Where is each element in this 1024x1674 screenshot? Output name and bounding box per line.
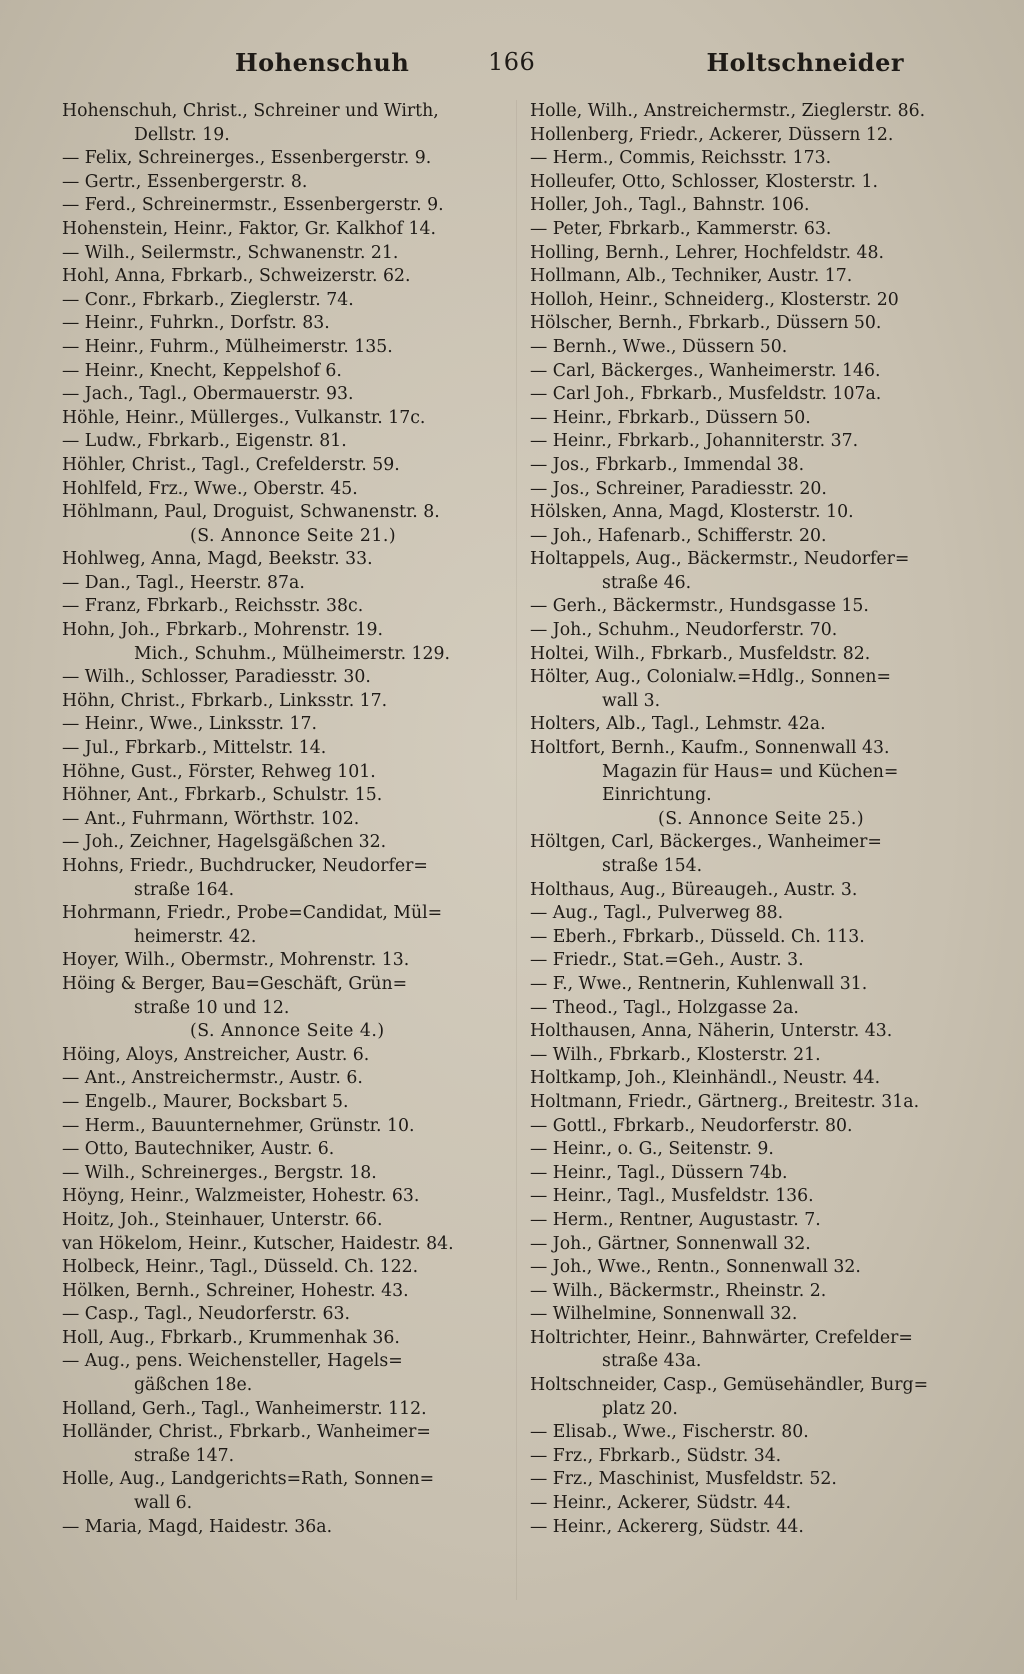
directory-entry: — Jach., Tagl., Obermauerstr. 93.: [62, 384, 354, 405]
directory-entry: Hohenschuh, Christ., Schreiner und Wirth,: [62, 101, 439, 121]
page-number: 166: [488, 48, 536, 76]
page-header: [60, 48, 964, 88]
directory-entry: — Wilhelmine, Sonnenwall 32.: [530, 1304, 798, 1325]
annonce-reference: (S. Annonce Seite 4.): [190, 1021, 385, 1042]
entry-continuation: straße 46.: [602, 572, 692, 593]
directory-entry: — Peter, Fbrkarb., Kammerstr. 63.: [530, 218, 832, 239]
entry-continuation: straße 10 und 12.: [134, 997, 290, 1018]
directory-entry: — Heinr., Ackerer, Südstr. 44.: [530, 1493, 791, 1514]
directory-entry: — F., Wwe., Rentnerin, Kuhlenwall 31.: [530, 973, 868, 994]
directory-entry: — Otto, Bautechniker, Austr. 6.: [62, 1139, 335, 1160]
header-right-keyword: Holtschneider: [706, 48, 904, 77]
entry-continuation: straße 154.: [602, 856, 703, 876]
directory-entry: Holthaus, Aug., Büreaugeh., Austr. 3.: [530, 879, 858, 900]
right-column: [530, 100, 970, 1539]
directory-entry: — Wilh., Schreinerges., Bergstr. 18.: [62, 1162, 377, 1183]
directory-entry: Höhlmann, Paul, Droguist, Schwanenstr. 8.: [62, 502, 440, 523]
entry-continuation: wall 3.: [602, 690, 661, 711]
directory-entry: — Herm., Bauunternehmer, Grünstr. 10.: [62, 1115, 415, 1136]
directory-entry: Holters, Alb., Tagl., Lehmstr. 42a.: [530, 714, 826, 735]
directory-entry: Holl, Aug., Fbrkarb., Krummenhak 36.: [62, 1327, 400, 1348]
directory-entry: — Herm., Rentner, Augustastr. 7.: [530, 1209, 821, 1230]
directory-entry: — Wilh., Fbrkarb., Klosterstr. 21.: [530, 1044, 821, 1065]
directory-entry: — Dan., Tagl., Heerstr. 87a.: [62, 572, 305, 593]
directory-entry: — Aug., Tagl., Pulverweg 88.: [530, 903, 784, 924]
header-left-keyword: Hohenschuh: [235, 48, 410, 77]
directory-entry: Hollmann, Alb., Techniker, Austr. 17.: [530, 266, 853, 287]
entry-continuation: gäßchen 18e.: [134, 1375, 253, 1396]
entry-continuation: heimerstr. 42.: [134, 926, 257, 947]
directory-entry: — Elisab., Wwe., Fischerstr. 80.: [530, 1422, 809, 1443]
directory-entry: — Heinr., Fbrkarb., Düssern 50.: [530, 407, 811, 428]
directory-entry: — Gerh., Bäckermstr., Hundsgasse 15.: [530, 596, 869, 617]
directory-entry: Hohns, Friedr., Buchdrucker, Neudorfer=: [62, 856, 428, 876]
directory-entry: Höhner, Ant., Fbrkarb., Schulstr. 15.: [62, 785, 383, 806]
directory-entry: — Wilh., Schlosser, Paradiesstr. 30.: [62, 667, 371, 688]
directory-entry: — Frz., Maschinist, Musfeldstr. 52.: [530, 1469, 837, 1490]
directory-entry: — Ant., Fuhrmann, Wörthstr. 102.: [62, 808, 360, 829]
directory-entry: Hollenberg, Friedr., Ackerer, Düssern 12.: [530, 124, 894, 145]
directory-entry: Hohl, Anna, Fbrkarb., Schweizerstr. 62.: [62, 266, 411, 287]
directory-entry: Holtappels, Aug., Bäckermstr., Neudorfer=: [530, 549, 910, 570]
entry-continuation: Einrichtung.: [602, 785, 712, 806]
directory-entry: — Carl, Bäckerges., Wanheimerstr. 146.: [530, 360, 881, 381]
directory-entry: — Ludw., Fbrkarb., Eigenstr. 81.: [62, 431, 347, 452]
directory-entry: — Gottl., Fbrkarb., Neudorferstr. 80.: [530, 1115, 853, 1136]
entry-continuation: straße 43a.: [602, 1351, 702, 1372]
directory-entry: — Joh., Schuhm., Neudorferstr. 70.: [530, 620, 838, 641]
directory-entry: — Heinr., Ackererg, Südstr. 44.: [530, 1516, 804, 1537]
entry-continuation: straße 164.: [134, 879, 235, 900]
directory-entry: — Aug., pens. Weichensteller, Hagels=: [62, 1351, 403, 1372]
directory-entry: Holtkamp, Joh., Kleinhändl., Neustr. 44.: [530, 1068, 881, 1089]
directory-entry: Hölken, Bernh., Schreiner, Hohestr. 43.: [62, 1280, 409, 1301]
directory-entry: — Bernh., Wwe., Düssern 50.: [530, 336, 788, 357]
directory-entry: Hölscher, Bernh., Fbrkarb., Düssern 50.: [530, 313, 882, 334]
directory-entry: — Heinr., Fuhrkn., Dorfstr. 83.: [62, 313, 330, 334]
directory-entry: Höhle, Heinr., Müllerges., Vulkanstr. 17c.: [62, 407, 426, 428]
directory-entry: Holthausen, Anna, Näherin, Unterstr. 43.: [530, 1021, 893, 1042]
directory-entry: Höltgen, Carl, Bäckerges., Wanheimer=: [530, 832, 882, 853]
directory-entry: Holländer, Christ., Fbrkarb., Wanheimer=: [62, 1422, 431, 1443]
directory-entry: Hoyer, Wilh., Obermstr., Mohrenstr. 13.: [62, 950, 410, 971]
entry-continuation: Magazin für Haus= und Küchen=: [602, 761, 899, 782]
directory-entry: Holtfort, Bernh., Kaufm., Sonnenwall 43.: [530, 738, 890, 759]
directory-entry: — Friedr., Stat.=Geh., Austr. 3.: [530, 950, 804, 971]
annonce-reference: (S. Annonce Seite 25.): [658, 808, 865, 829]
directory-entry: Hohn, Joh., Fbrkarb., Mohrenstr. 19.: [62, 620, 384, 641]
directory-entry: Höhler, Christ., Tagl., Crefelderstr. 59.: [62, 454, 400, 475]
directory-entry: — Gertr., Essenbergerstr. 8.: [62, 171, 308, 192]
directory-entry: — Franz, Fbrkarb., Reichsstr. 38c.: [62, 596, 364, 617]
directory-entry: — Jos., Schreiner, Paradiesstr. 20.: [530, 478, 827, 499]
directory-entry: — Heinr., Knecht, Keppelshof 6.: [62, 360, 342, 381]
directory-entry: — Felix, Schreinerges., Essenbergerstr. 9.: [62, 148, 432, 169]
directory-entry: — Theod., Tagl., Holzgasse 2a.: [530, 997, 799, 1018]
directory-entry: Hohrmann, Friedr., Probe=Candidat, Mül=: [62, 903, 443, 924]
directory-entry: Höing & Berger, Bau=Geschäft, Grün=: [62, 973, 408, 994]
directory-entry: Holland, Gerh., Tagl., Wanheimerstr. 112.: [62, 1398, 427, 1419]
directory-entry: — Casp., Tagl., Neudorferstr. 63.: [62, 1304, 350, 1325]
directory-entry: Hohenstein, Heinr., Faktor, Gr. Kalkhof 14.: [62, 218, 436, 239]
directory-entry: van Hökelom, Heinr., Kutscher, Haidestr. 84.: [62, 1233, 454, 1254]
directory-entry: — Heinr., o. G., Seitenstr. 9.: [530, 1139, 774, 1160]
entry-continuation: Dellstr. 19.: [134, 124, 230, 145]
directory-entry: — Conr., Fbrkarb., Zieglerstr. 74.: [62, 289, 354, 310]
directory-entry: Höhn, Christ., Fbrkarb., Linksstr. 17.: [62, 690, 388, 711]
directory-entry: — Jos., Fbrkarb., Immendal 38.: [530, 454, 805, 475]
directory-entry: Hölsken, Anna, Magd, Klosterstr. 10.: [530, 502, 854, 523]
directory-entry: Holtrichter, Heinr., Bahnwärter, Crefelder=: [530, 1327, 913, 1348]
directory-entry: Holle, Wilh., Anstreichermstr., Zieglerstr. 86.: [530, 101, 926, 121]
directory-entry: Holler, Joh., Tagl., Bahnstr. 106.: [530, 195, 810, 216]
directory-entry: — Heinr., Fbrkarb., Johanniterstr. 37.: [530, 431, 859, 452]
directory-entry: — Engelb., Maurer, Bocksbart 5.: [62, 1091, 349, 1112]
directory-entry: — Herm., Commis, Reichsstr. 173.: [530, 148, 832, 169]
directory-entry: — Heinr., Tagl., Düssern 74b.: [530, 1162, 788, 1183]
directory-entry: — Wilh., Seilermstr., Schwanenstr. 21.: [62, 242, 399, 263]
directory-entry: — Joh., Wwe., Rentn., Sonnenwall 32.: [530, 1257, 861, 1278]
directory-entry: — Maria, Magd, Haidestr. 36a.: [62, 1516, 333, 1537]
column-gap: [516, 100, 517, 1600]
annonce-reference: (S. Annonce Seite 21.): [190, 525, 397, 546]
directory-entry: — Ant., Anstreichermstr., Austr. 6.: [62, 1068, 363, 1089]
directory-entry: Holtei, Wilh., Fbrkarb., Musfeldstr. 82.: [530, 643, 871, 664]
directory-entry: — Frz., Fbrkarb., Südstr. 34.: [530, 1445, 782, 1466]
directory-entry: — Carl Joh., Fbrkarb., Musfeldstr. 107a.: [530, 384, 882, 405]
directory-entry: Höyng, Heinr., Walzmeister, Hohestr. 63.: [62, 1186, 420, 1207]
entry-continuation: platz 20.: [602, 1398, 678, 1419]
directory-entry: Holloh, Heinr., Schneiderg., Klosterstr. 20: [530, 289, 899, 310]
directory-entry: Holtschneider, Casp., Gemüsehändler, Burg=: [530, 1375, 929, 1396]
entry-continuation: straße 147.: [134, 1445, 235, 1466]
directory-entry: Hohlweg, Anna, Magd, Beekstr. 33.: [62, 549, 373, 570]
directory-entry: — Wilh., Bäckermstr., Rheinstr. 2.: [530, 1280, 827, 1301]
directory-entry: — Heinr., Tagl., Musfeldstr. 136.: [530, 1186, 814, 1207]
directory-entry: Hoitz, Joh., Steinhauer, Unterstr. 66.: [62, 1209, 383, 1230]
directory-entry: Hölter, Aug., Colonialw.=Hdlg., Sonnen=: [530, 667, 891, 688]
directory-entry: Holling, Bernh., Lehrer, Hochfeldstr. 48.: [530, 242, 884, 263]
directory-entry: Holleufer, Otto, Schlosser, Klosterstr. 1.: [530, 171, 878, 192]
entry-continuation: wall 6.: [134, 1493, 193, 1514]
directory-entry: — Jul., Fbrkarb., Mittelstr. 14.: [62, 738, 327, 759]
directory-entry: — Heinr., Fuhrm., Mülheimerstr. 135.: [62, 336, 393, 357]
directory-entry: — Joh., Gärtner, Sonnenwall 32.: [530, 1233, 811, 1254]
directory-entry: Höhne, Gust., Förster, Rehweg 101.: [62, 761, 376, 782]
directory-entry: — Joh., Hafenarb., Schifferstr. 20.: [530, 525, 827, 546]
entry-continuation: Mich., Schuhm., Mülheimerstr. 129.: [134, 643, 451, 664]
directory-entry: Holle, Aug., Landgerichts=Rath, Sonnen=: [62, 1469, 435, 1490]
directory-entry: — Ferd., Schreinermstr., Essenbergerstr. 9.: [62, 195, 444, 216]
directory-entry: — Joh., Zeichner, Hagelsgäßchen 32.: [62, 832, 387, 853]
directory-entry: Höing, Aloys, Anstreicher, Austr. 6.: [62, 1044, 370, 1065]
directory-entry: — Heinr., Wwe., Linksstr. 17.: [62, 714, 317, 735]
directory-entry: Holtmann, Friedr., Gärtnerg., Breitestr. 31a.: [530, 1091, 920, 1112]
directory-entry: Hohlfeld, Frz., Wwe., Oberstr. 45.: [62, 478, 358, 499]
directory-entry: Holbeck, Heinr., Tagl., Düsseld. Ch. 122.: [62, 1257, 419, 1278]
directory-entry: — Eberh., Fbrkarb., Düsseld. Ch. 113.: [530, 926, 865, 947]
left-column: [62, 100, 502, 1539]
